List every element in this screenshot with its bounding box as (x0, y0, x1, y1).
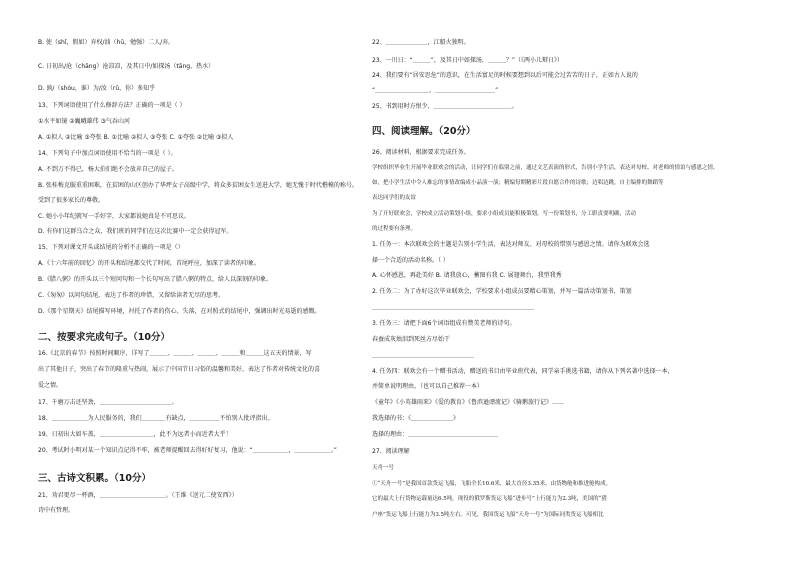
text-line: A. 不到万不得已，杨大伯们绝不会放弃自己的屋子。 (38, 166, 178, 173)
text-line: 18、＿＿＿＿＿＿为人民服务的，我们＿＿＿＿有缺点，＿＿＿＿＿不怕别人批评指出。 (38, 415, 274, 422)
text-line: A.《十六年前的回忆》的开头和结尾都交代了时间，首尾呼应，加深了读者的印象。 (38, 260, 260, 267)
text-line: 16.《北京的春节》按照时间顺序，详写了＿＿＿、＿＿＿、＿＿＿、＿＿＿和＿＿＿这五天的情景，写 (38, 350, 312, 357)
text-line: D.《那个星期天》结尾描写环境，衬托了作者的伤心、失落，在对照式的结尾中，强调出时光易逝的感慨。 (38, 308, 321, 315)
text-line: 22、＿＿＿＿＿＿＿，江船火独明。 (372, 39, 470, 46)
text-line: D. 有你们这群乌合之众，我们班的同学们在这次比赛中一定会获得冠军。 (38, 228, 233, 235)
text-line: 我选择的书：《＿＿＿＿＿＿＿》 (372, 415, 460, 422)
text-line: 春蚕成灰烛泪到死丝方尽始干 (372, 336, 451, 343)
text-line: 19、日初出大如车盖，＿＿＿＿＿＿＿＿＿，此不为远者小而近者大乎！ (38, 431, 232, 438)
text-line: 26、阅读材料，根据要求完成任务。 (372, 149, 470, 156)
text-line: 出了其他日子，突出了春节的隆重与热闹，展示了中国节日习俗的温馨和美好，表达了作者对传统文化的喜 (38, 366, 321, 373)
text-line: 并简单说明理由。（也可以自己推荐一本） (372, 383, 484, 390)
text-line: B. 张桂梅克服重重困难，在贫困的山区创办了华坪女子高级中学，将众多贫困女生送进大学，她无愧于时代楷模的称号。 (38, 182, 358, 189)
text-line: 学校组织毕业生开展毕业联欢会的活动，让同学们在临别之前，通过文艺表演的形式，告别小学生活，表达对母校、对老师的情谊与感恩之情。 (372, 165, 719, 171)
text-line: 如，把小学生活中令人难忘的事情改编成小品演一演；精编每期精彩片段自愿合作的诗歌；边唱边跳，自主编排的舞蹈等 (372, 180, 664, 186)
text-line: 15、下列对课文开头或结尾的分析不正确的一项是（） (38, 244, 184, 251)
text-line: B. 使（shǐ，假如）弃权/油（hū，勉强）二人/弃。 (38, 39, 175, 46)
text-line: 20、考试时小明对某一个知识点记得不牢，被老师提醒回去得好好复习，他说：“＿＿＿＿＿＿，＿＿＿＿＿＿。” (38, 447, 337, 454)
text-line: 天舟一号 (372, 465, 395, 471)
text-line: B.《腊八粥》的开头以三个短问句和一个长句写出了腊八粥的特点，给人以深刻的印象。 (38, 276, 273, 283)
text-line: 13、下列词语使用了什么修辞方法？正确的一项是（ ） (38, 102, 186, 109)
text-line: 2. 任务二：为了办好这次毕业联欢会，学校要求小组成员要精心策划，并写一篇活动策划书，策划 (372, 288, 632, 295)
text-line: 4. 任务四：联欢会有一个赠书活动，赠送的书目由毕业班代表，同学亲手挑选书籍，请你从下列名著中选择一本， (372, 368, 674, 375)
text-line: 17、千磨万击还坚劲，＿＿＿＿＿＿＿＿＿＿＿＿。 (38, 399, 178, 406)
text-line: 它的最大上行货物运载量达6.5吨。现役的俄罗斯货运飞船“进步号”上行能力为2.3吨，美国的“猎 (372, 496, 607, 502)
text-line: ＿＿＿＿＿＿＿＿＿＿＿＿＿＿＿＿＿＿＿＿＿＿＿＿＿＿＿ (372, 304, 535, 311)
text-line: 为了开好联欢会，学校成立活动策划小组，要求小组成员能积极策划，写一份策划书，分工职责要明确，活动 (372, 211, 637, 217)
text-line: ①“天舟一号”是我国首款货运飞船，飞船全长10.6米，最大直径3.35米，由货物舱和推进舱构成。 (372, 481, 612, 487)
text-line: 的过程要有条理。 (372, 226, 417, 232)
text-line: 诗中有哲理。 (38, 507, 75, 514)
text-line: “＿＿＿＿＿＿＿＿＿，＿＿＿＿＿＿＿＿＿＿” (372, 87, 499, 94)
text-line: 选择的理由：＿＿＿＿＿＿＿＿＿＿＿＿＿＿＿ (372, 431, 499, 438)
section-heading: 四、阅读理解。（20分） (372, 126, 476, 137)
text-line: 24、我们要有“居安思危”的意识，在生活富足的时候要想到以后可能会过苦苦的日子，正如古人说的 (372, 72, 638, 79)
text-line: 21、劝君更尽一杯酒，＿＿＿＿＿＿＿＿＿＿＿。（王维《送元二使安西》） (38, 492, 238, 499)
text-line: C. 她小小年纪就写一手好字，大家都说她真是不可思议。 (38, 213, 191, 220)
text-line: D. 孰/（shóu，谁）为/汝（rǔ，你）多知乎 (38, 85, 156, 92)
text-line: 户座”货运飞船上行能力为3.5吨左右。可见，我国货运飞船“天舟一号”为国际同类货运飞船相比 (372, 512, 604, 518)
text-line: 择一个合适的活动名称。（ ） (372, 257, 449, 264)
text-line: 25、书到用时方恨少，＿＿＿＿＿＿＿＿＿＿＿＿＿。 (372, 103, 518, 110)
text-line: A. 心怀感恩，再赴美好 B. 请我放心，蓄图有我 C. 展翅舞台，我型我秀 (372, 272, 562, 279)
text-line: C.《匆匆》以问句结尾，表达了作者的珍惜，又留给读者无尽的思考。 (38, 292, 225, 299)
text-line: A. ①拟人 ②比喻 ③夸张 B. ①比喻 ②拟人 ③夸张 C. ①夸张 ②比喻 ③拟人 (38, 134, 234, 141)
text-line: 23、一川日：“＿＿＿”，及其日中如探汤，＿＿＿？”（《两小儿辩日》） (372, 57, 563, 64)
section-heading: 三、古诗文积累。（10分） (38, 473, 151, 484)
section-heading: 二、按要求完成句子。（10分） (38, 332, 170, 343)
text-line: C. 日初出/沧（chāng）沧凉凉，及其日中/如探汤（tāng，热水） (38, 63, 215, 70)
text-line: 27、阅读理解 (372, 448, 410, 455)
text-line: ＿＿＿＿＿＿＿＿＿＿＿＿＿＿＿＿＿ (372, 352, 475, 359)
text-line: ①水平如镜 ②巍峨雄伟 ③气吞山河 (38, 118, 130, 125)
text-line: 3. 任务三：请把下面6个词语组成有赞美老师的诗句。 (372, 320, 516, 327)
text-line: 爱之情。 (38, 382, 63, 389)
text-line: 14、下列句子中加点词语使用不恰当的一项是（ ）。 (38, 150, 177, 157)
text-line: 1. 任务一：本次联欢会的主题是告别小学生活，表达对师友、对母校的惜别与感恩之情。请你为联欢会选 (372, 241, 650, 248)
text-line: 《童年》《小英雄雨来》《爱的教育》《鲁滨逊漂流记》《骑鹅旅行记》…… (372, 399, 565, 406)
text-line: 受到了很多家长的尊敬。 (38, 197, 105, 204)
text-line: 表达同学们的友谊 (372, 195, 417, 201)
